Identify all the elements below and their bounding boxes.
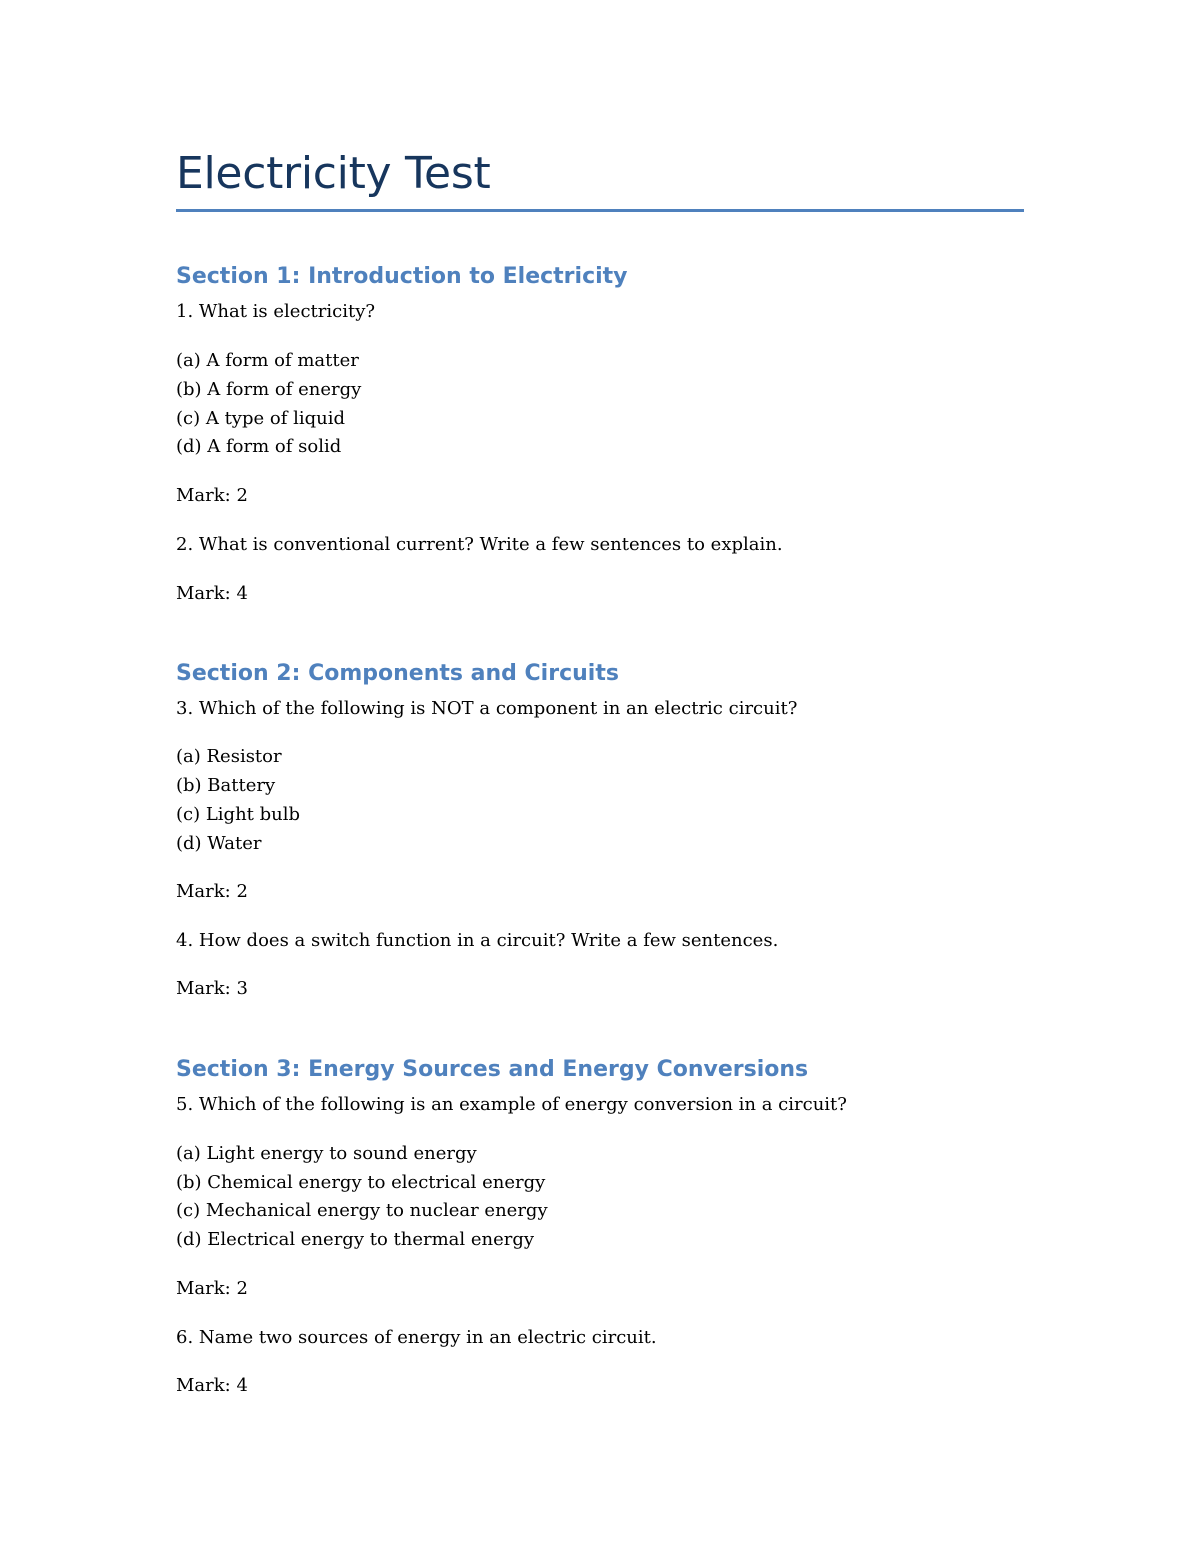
question-3-option-a: (a) Resistor xyxy=(176,746,282,767)
document-title: Electricity Test xyxy=(176,148,491,199)
question-1-option-b: (b) A form of energy xyxy=(176,379,362,400)
question-2-prompt: 2. What is conventional current? Write a few sentences to explain. xyxy=(176,534,783,555)
question-1-option-a: (a) A form of matter xyxy=(176,350,359,371)
question-5-option-a: (a) Light energy to sound energy xyxy=(176,1143,477,1164)
question-5-mark: Mark: 2 xyxy=(176,1278,248,1299)
question-1-option-c: (c) A type of liquid xyxy=(176,408,345,429)
question-1-option-d: (d) A form of solid xyxy=(176,436,342,457)
question-6-prompt: 6. Name two sources of energy in an electric circuit. xyxy=(176,1327,657,1348)
section-3-heading: Section 3: Energy Sources and Energy Conversions xyxy=(176,1057,809,1082)
section-1-heading: Section 1: Introduction to Electricity xyxy=(176,264,628,289)
question-3-option-b: (b) Battery xyxy=(176,775,276,796)
question-4-mark: Mark: 3 xyxy=(176,978,248,999)
question-4-prompt: 4. How does a switch function in a circuit? Write a few sentences. xyxy=(176,930,779,951)
question-5-option-d: (d) Electrical energy to thermal energy xyxy=(176,1229,535,1250)
question-3-option-c: (c) Light bulb xyxy=(176,804,301,825)
question-3-prompt: 3. Which of the following is NOT a component in an electric circuit? xyxy=(176,698,798,719)
question-2-mark: Mark: 4 xyxy=(176,583,248,604)
question-5-prompt: 5. Which of the following is an example of energy conversion in a circuit? xyxy=(176,1094,847,1115)
question-5-option-c: (c) Mechanical energy to nuclear energy xyxy=(176,1200,548,1221)
section-2-heading: Section 2: Components and Circuits xyxy=(176,661,619,686)
question-6-mark: Mark: 4 xyxy=(176,1375,248,1396)
question-5-option-b: (b) Chemical energy to electrical energy xyxy=(176,1172,546,1193)
question-1-mark: Mark: 2 xyxy=(176,485,248,506)
question-3-mark: Mark: 2 xyxy=(176,881,248,902)
question-1-prompt: 1. What is electricity? xyxy=(176,301,376,322)
question-3-option-d: (d) Water xyxy=(176,833,262,854)
title-underline xyxy=(176,209,1024,212)
